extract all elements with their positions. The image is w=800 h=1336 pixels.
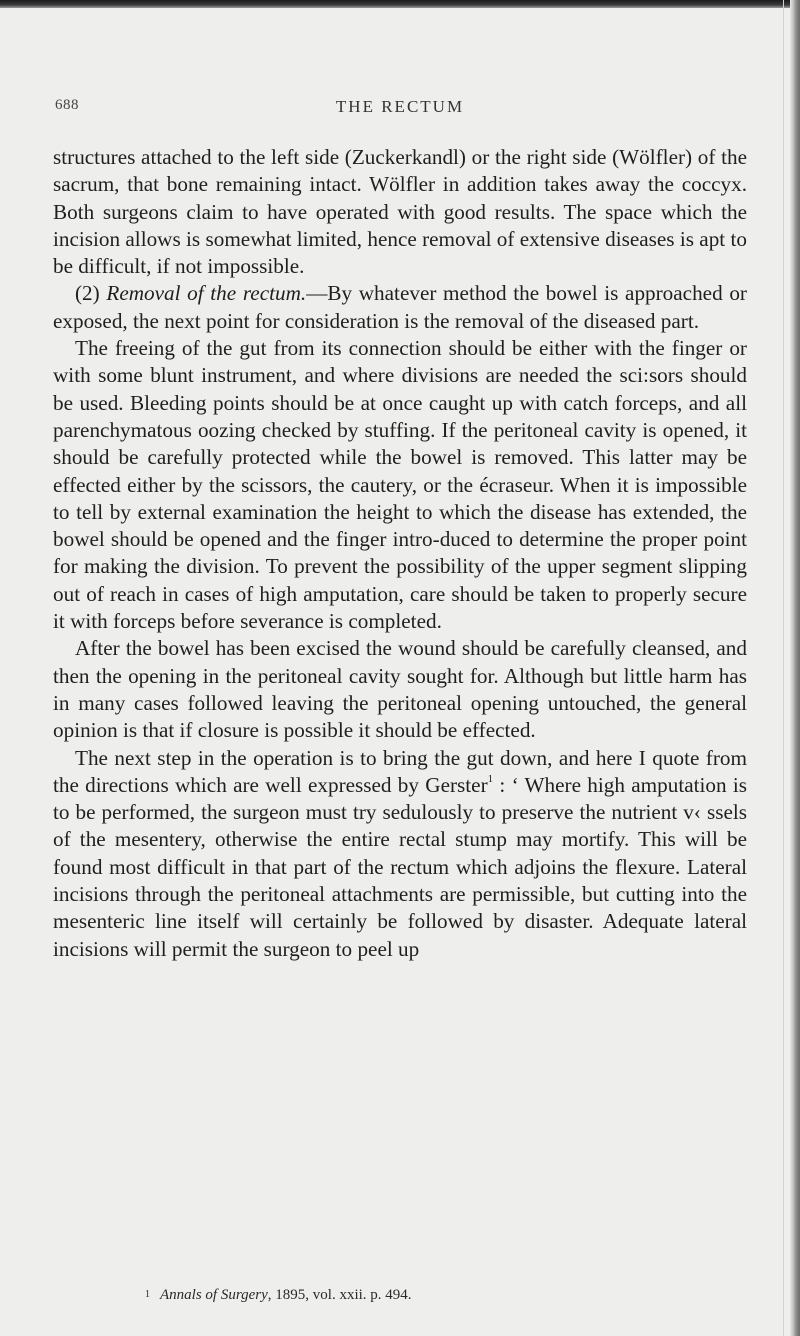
paragraph-5-text-a: The next step in the operation is to bring the gut down, and here I quote from the directions which are well expressed by Gerster	[53, 745, 747, 797]
footnote-citation: , 1895, vol. xxii. p. 494.	[267, 1287, 412, 1303]
body-text	[53, 144, 747, 963]
footnote-mark: 1	[145, 1289, 150, 1300]
paragraph-2-text: —By whatever method the bowel is approached or exposed, the next point for consideration is the removal of the diseased part.	[53, 281, 747, 333]
running-head: THE RECTUM	[335, 97, 465, 116]
paragraph-5-text-b: : ‘ Where high amputation is to be performed, the surgeon must try sedulously to preserve the nutrient v‹ ssels of the mesentery, otherwise the entire rectal stump may mortify. This will be found most difficult in that part of the rectum which adjoins the flexure. Lateral incisions through the peritoneal attachments are permissible, but cutting into the mesenteric line itself will certainly be followed by disaster. Adequate lateral incisions will permit the surgeon to peel up	[53, 772, 747, 961]
paragraph-3-text: The freeing of the gut from its connection should be either with the finger or with some blunt instrument, and where divisions are needed the sci:sors should be used. Bleeding points should be at once caught up with catch forceps, and all parenchymatous oozing checked by stuffing. If the peritoneal cavity is opened, it should be carefully protected while the bowel is removed. This latter may be effected either by the scissors, the cautery, or the écraseur. When it is impossible to tell by external examination the height to which the disease has extended, the bowel should be opened and the finger intro-duced to determine the proper point for making the division. To prevent the possibility of the upper segment slipping out of reach in cases of high amputation, care should be taken to properly secure it with forceps before severance is completed.	[53, 336, 747, 634]
page-number: 688	[55, 97, 79, 113]
page-header	[55, 97, 745, 121]
paragraph-4-text: After the bowel has been excised the wound should be carefully cleansed, and then the opening in the peritoneal cavity sought for. Although but little harm has in many cases followed leaving the peritoneal opening untouched, the general opinion is that if closure is possible it should be effected.	[53, 636, 747, 743]
paragraph-3	[53, 335, 747, 635]
footnote-reference: 1	[487, 772, 494, 785]
paragraph-5	[53, 745, 747, 963]
page-right-edge	[790, 0, 800, 1336]
page-top-edge	[0, 0, 800, 8]
footnote	[145, 1285, 745, 1305]
section-heading-removal: Removal of the rectum.	[106, 281, 307, 306]
footnote-journal: Annals of Surgery	[160, 1287, 268, 1303]
paragraph-2-lead: (2)	[75, 281, 107, 306]
paragraph-1	[53, 144, 747, 280]
page-fold-line	[783, 0, 784, 1336]
paragraph-2	[53, 280, 747, 335]
paragraph-4	[53, 635, 747, 744]
paragraph-1-text: structures attached to the left side (Zuckerkandl) or the right side (Wölfler) of the sacrum, that bone remaining intact. Wölfler in addition takes away the coccyx. Both surgeons claim to have operated with good results. The space which the incision allows is somewhat limited, hence removal of extensive diseases is apt to be difficult, if not impossible.	[53, 145, 747, 279]
